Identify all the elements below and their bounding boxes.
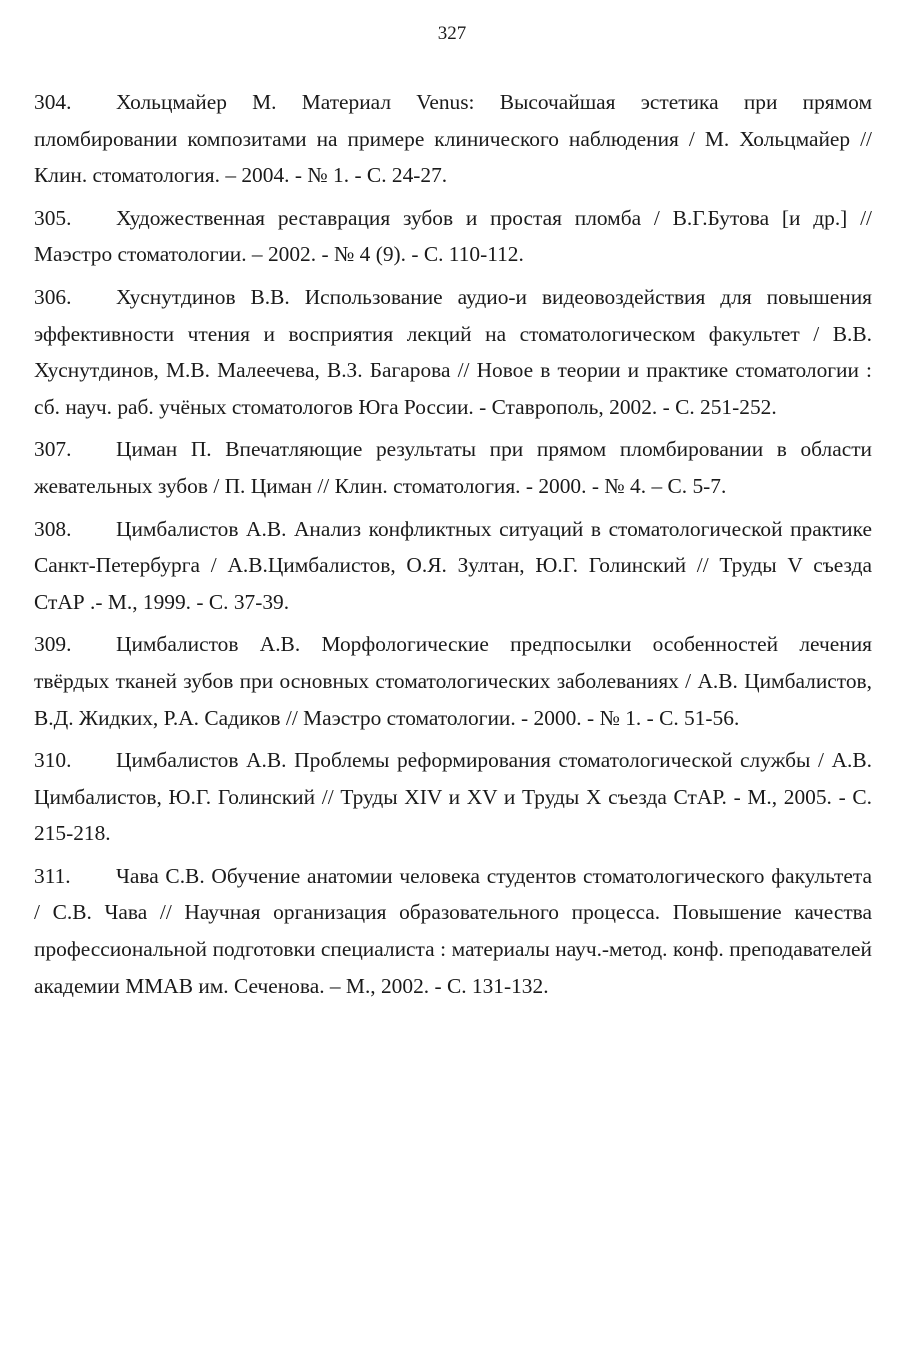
reference-number: 306. bbox=[34, 284, 72, 309]
reference-item bbox=[34, 511, 872, 621]
reference-number: 308. bbox=[34, 516, 72, 541]
reference-item bbox=[34, 858, 872, 1004]
reference-item bbox=[34, 742, 872, 852]
reference-number: 311. bbox=[34, 863, 71, 888]
reference-text: Цимбалистов А.В. Морфологические предпосылки особенностей лечения твёрдых тканей зубов при основных стоматологических заболеваниях / А.В. Цимбалистов, В.Д. Жидких, Р.А. Садиков // Маэстро стоматологии. - 2000. - № 1. - С. 51-56. bbox=[34, 632, 872, 730]
reference-text: Чава С.В. Обучение анатомии человека студентов стоматологического факультета / С.В. Чава // Научная организация образовательного процесса. Повышение качества профессиональной подготовки специалиста : материалы науч.-метод. конф. преподавателей академии ММАВ им. Сеченова. – М., 2002. - С. 131-132. bbox=[34, 863, 872, 998]
reference-list bbox=[34, 84, 872, 1010]
reference-item bbox=[34, 200, 872, 273]
reference-text: Циман П. Впечатляющие результаты при прямом пломбировании в области жевательных зубов / П. Циман // Клин. стоматология. - 2000. - № 4. – С. 5-7. bbox=[34, 437, 872, 498]
reference-number: 307. bbox=[34, 437, 72, 462]
reference-item bbox=[34, 626, 872, 736]
reference-item bbox=[34, 84, 872, 194]
reference-number: 305. bbox=[34, 205, 72, 230]
reference-text: Цимбалистов А.В. Проблемы реформирования стоматологической службы / А.В. Цимбалистов, Ю.Г. Голинский // Труды XIV и XV и Труды X съезда СтАР. - М., 2005. - С. 215-218. bbox=[34, 748, 872, 846]
reference-text: Цимбалистов А.В. Анализ конфликтных ситуаций в стоматологической практике Санкт-Петербурга / А.В.Цимбалистов, О.Я. Зултан, Ю.Г. Голинский // Труды V съезда СтАР .- М., 1999. - С. 37-39. bbox=[34, 516, 872, 614]
reference-number: 310. bbox=[34, 748, 72, 773]
reference-item bbox=[34, 279, 872, 425]
page-number: 327 bbox=[437, 23, 467, 44]
reference-number: 304. bbox=[34, 90, 72, 114]
reference-number: 309. bbox=[34, 632, 72, 657]
reference-text: Хольцмайер М. Материал Venus: Высочайшая эстетика при прямом пломбировании композитами на примере клинического наблюдения / М. Хольцмайер // Клин. стоматология. – 2004. - № 1. - С. 24-27. bbox=[34, 90, 872, 188]
reference-item bbox=[34, 431, 872, 504]
reference-text: Хуснутдинов В.В. Использование аудио-и видеовоздействия для повышения эффективности чтения и восприятия лекций на стоматологическом факультет / В.В. Хуснутдинов, М.В. Малеечева, В.З. Багарова // Новое в теории и практике стоматологии : сб. науч. раб. учёных стоматологов Юга России. - Ставрополь, 2002. - С. 251-252. bbox=[34, 284, 872, 419]
reference-text: Художественная реставрация зубов и простая пломба / В.Г.Бутова [и др.] // Маэстро стоматологии. – 2002. - № 4 (9). - С. 110-112. bbox=[34, 205, 872, 267]
